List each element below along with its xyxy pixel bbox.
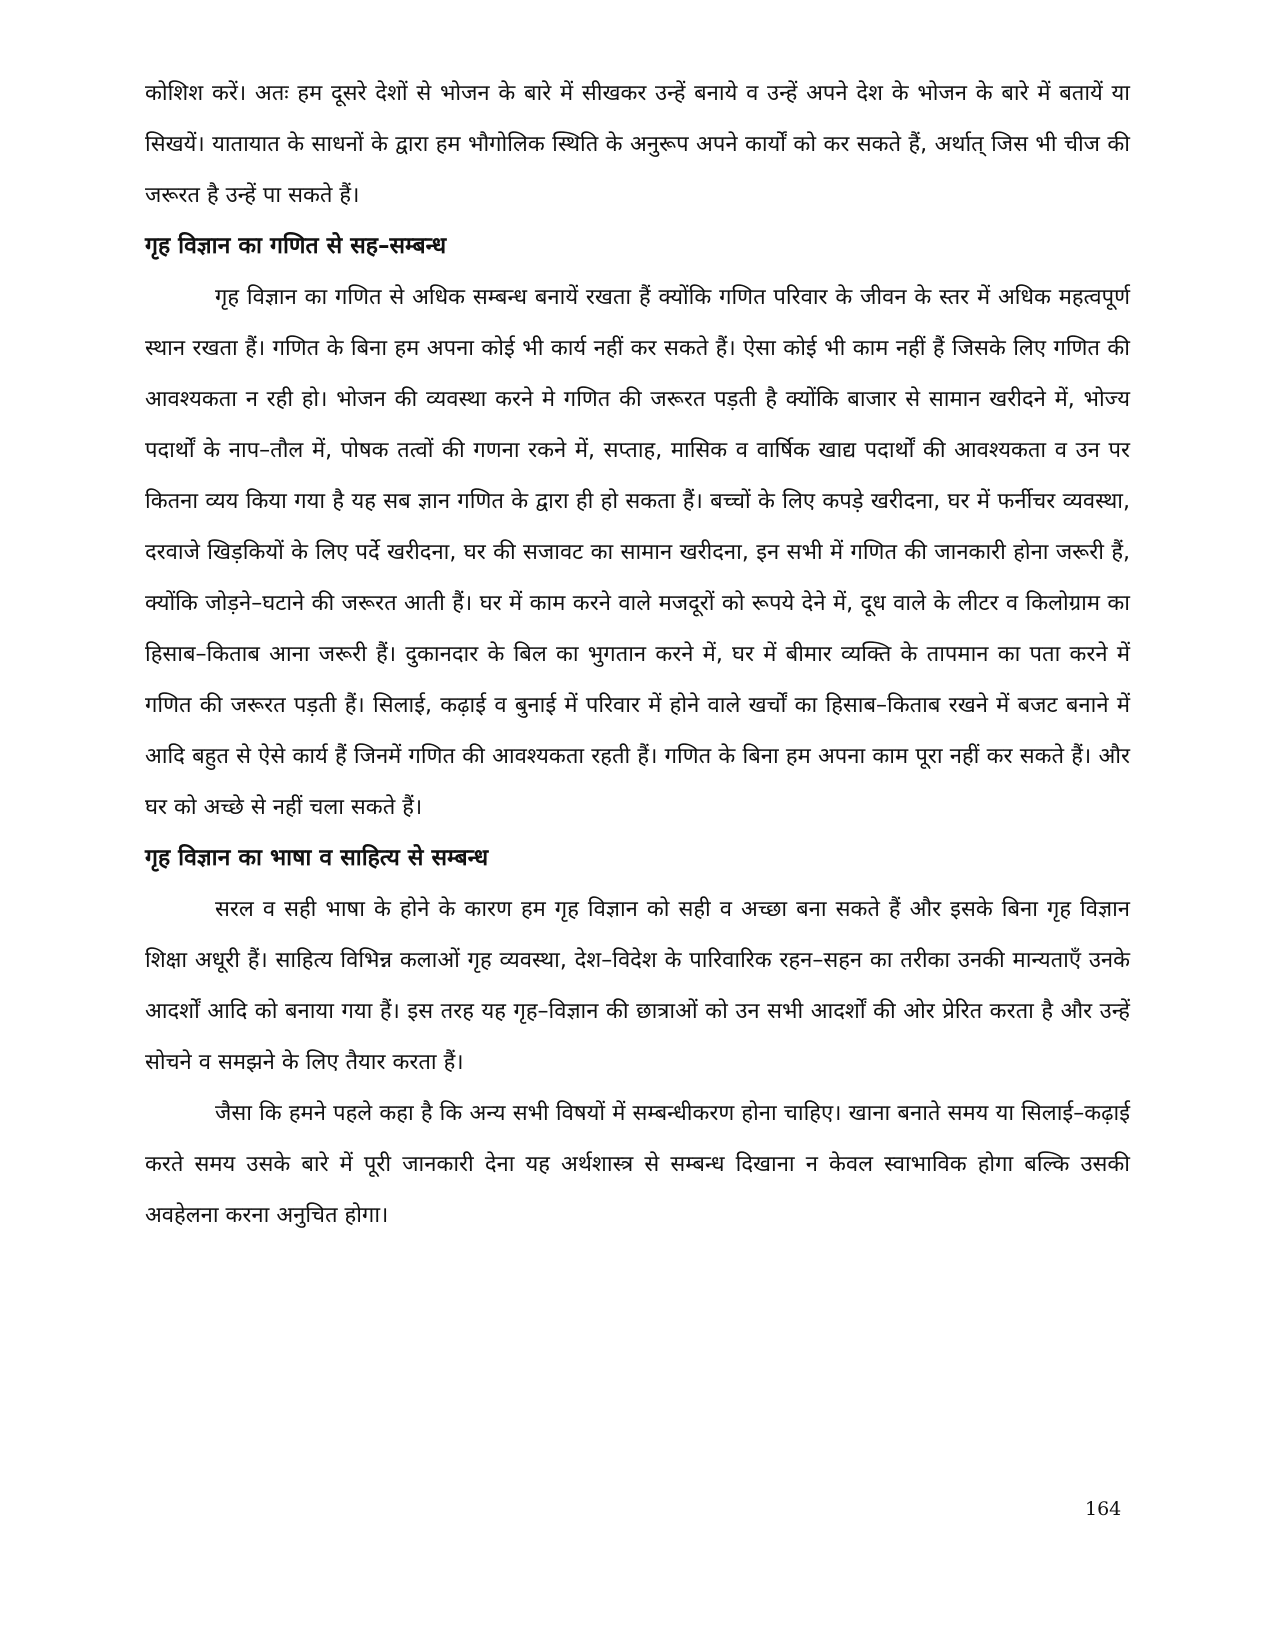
section-heading-math: गृह विज्ञान का गणित से सह–सम्बन्ध <box>145 233 447 259</box>
document-page <box>145 68 1130 1241</box>
language-paragraph: सरल व सही भाषा के होने के कारण हम गृह विज्ञान को सही व अच्छा बना सकते हैं और इसके बिना गृह विज्ञान शिक्षा अधूरी हैं। साहित्य विभिन्न कलाओं गृह व्यवस्था, देश–विदेश के पारिवारिक रहन–सहन का तरीका उनकी मान्यताएँ उनके आदर्शों आदि को बनाया गया हैं। इस तरह यह गृह–विज्ञान की छात्राओं को उन सभी आदर्शों की ओर प्रेरित करता है और उन्हें सोचने व समझने के लिए तैयार करता हैं। <box>145 897 1130 1075</box>
intro-paragraph: कोशिश करें। अतः हम दूसरे देशों से भोजन के बारे में सीखकर उन्हें बनाये व उन्हें अपने देश के भोजन के बारे में बतायें या सिखयें। यातायात के साधनों के द्वारा हम भौगोलिक स्थिति के अनुरूप अपने कार्यों को कर सकते हैं, अर्थात् जिस भी चीज की जरूरत है उन्हें पा सकते हैं। <box>145 81 1130 208</box>
math-paragraph: गृह विज्ञान का गणित से अधिक सम्बन्ध बनायें रखता हैं क्योंकि गणित परिवार के जीवन के स्तर में अधिक महत्वपूर्ण स्थान रखता हैं। गणित के बिना हम अपना कोई भी कार्य नहीं कर सकते हैं। ऐसा कोई भी काम नहीं हैं जिसके लिए गणित की आवश्यकता न रही हो। भोजन की व्यवस्था करने मे गणित की जरूरत पड़ती है क्योंकि बाजार से सामान खरीदने में, भोज्य पदार्थों के नाप–तौल में, पोषक तत्वों की गणना रकने में, सप्ताह, मासिक व वार्षिक खाद्य पदार्थों की आवश्यकता व उन पर कितना व्यय किया गया है यह सब ज्ञान गणित के द्वारा ही हो सकता हैं। बच्चों के लिए कपड़े खरीदना, घर में फर्नीचर व्यवस्था, दरवाजे खिड़कियों के लिए पर्दे खरीदना, घर की सजावट का सामान खरीदना, इन सभी में गणित की जानकारी होना जरूरी हैं, क्योंकि जोड़ने–घटाने की जरूरत आती हैं। घर में काम करने वाले मजदूरों को रूपये देने में, दूध वाले के लीटर व किलोग्राम का हिसाब–किताब आना जरूरी हैं। दुकानदार के बिल का भुगतान करने में, घर में बीमार व्यक्ति के तापमान का पता करने में गणित की जरूरत पड़ती हैं। सिलाई, कढ़ाई व बुनाई में परिवार में होने वाले खर्चों का हिसाब–किताब रखने में बजट बनाने में आदि बहुत से ऐसे कार्य हैं जिनमें गणित की आवश्यकता रहती हैं। गणित के बिना हम अपना काम पूरा नहीं कर सकते हैं। और घर को अच्छे से नहीं चला सकते हैं। <box>145 285 1130 820</box>
correlation-paragraph: जैसा कि हमने पहले कहा है कि अन्य सभी विषयों में सम्बन्धीकरण होना चाहिए। खाना बनाते समय या सिलाई–कढ़ाई करते समय उसके बारे में पूरी जानकारी देना यह अर्थशास्त्र से सम्बन्ध दिखाना न केवल स्वाभाविक होगा बल्कि उसकी अवहेलना करना अनुचित होगा। <box>145 1101 1130 1228</box>
section-heading-language: गृह विज्ञान का भाषा व साहित्य से सम्बन्ध <box>145 845 489 871</box>
page-number: 164 <box>1085 1498 1122 1520</box>
